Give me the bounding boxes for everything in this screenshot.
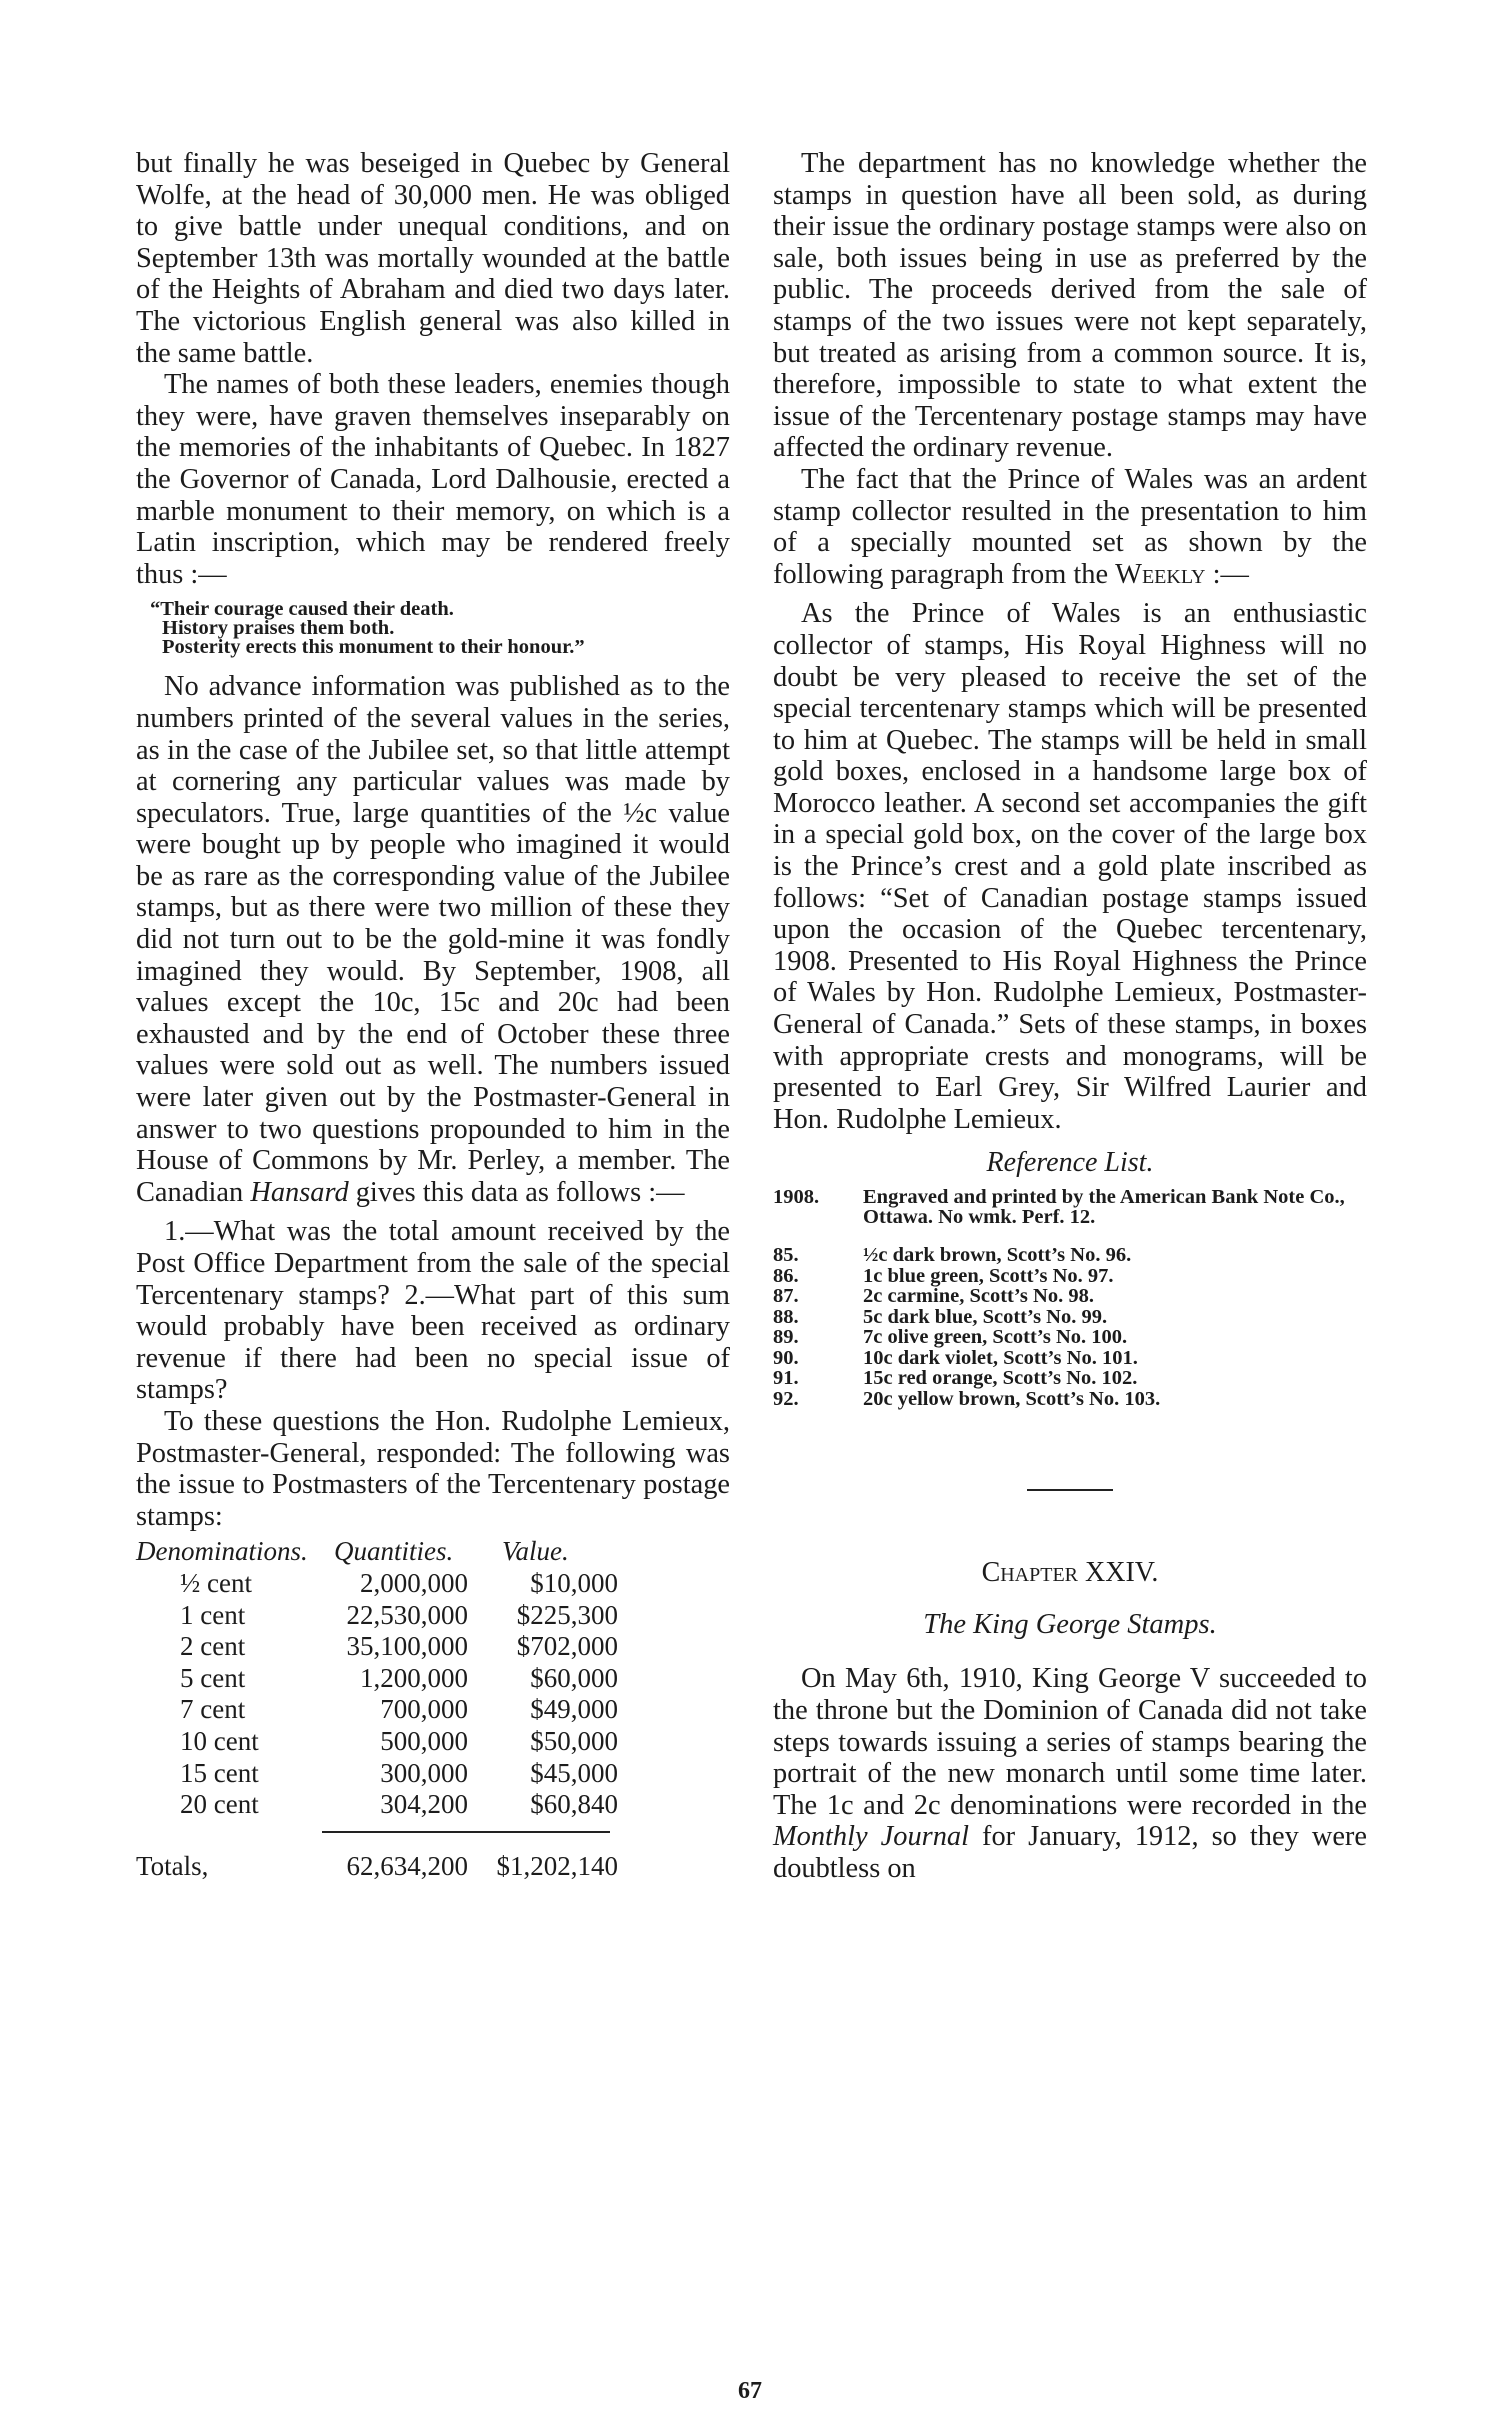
list-item-text: 1c blue green, Scott’s No. 97. [863, 1264, 1114, 1287]
list-item-text: 15c red orange, Scott’s No. 102. [863, 1367, 1138, 1390]
table-row [136, 1600, 730, 1632]
list-item-number: 89. [773, 1326, 799, 1349]
quote-line: History praises them both. [162, 617, 395, 640]
paragraph: The department has no knowledge whether the stamps in question have all been sold, as during their issue the ordinary postage stamps were also on sale, both issues being in use as preferred by the public. The proceeds derived from the sale of stamps of the two issues were not kept separately, but treated as arising from a common source. It is, therefore, impossible to state to what extent the issue of the Tercentenary postage stamps may have affected the ordinary revenue. [773, 148, 1367, 464]
paragraph: The fact that the Prince of Wales was an ardent stamp collector resulted in the presentation to him of a specially mounted set as shown by the following paragraph from the Weekly :— [773, 463, 1367, 590]
table-cell: $702,000 [516, 1631, 618, 1662]
quantities-table [136, 1536, 730, 1882]
table-cell: 500,000 [380, 1725, 468, 1756]
chapter-title: The King George Stamps. [923, 1609, 1217, 1641]
table-cell: 304,200 [380, 1789, 468, 1820]
list-item [773, 1389, 1367, 1410]
table-cell: 700,000 [380, 1694, 468, 1725]
table-row-totals: Totals, 62,634,200 $1,202,140 [136, 1850, 618, 1881]
reference-list-title: Reference List. [986, 1147, 1154, 1179]
paragraph: 1.—What was the total amount received by the Post Office Department from the sale of the special Tercentenary stamps? 2.—What part of this sum would probably have been received as ordinary revenue if there had been no special issue of stamps? [136, 1216, 730, 1406]
list-item [773, 1327, 1367, 1348]
table-row [136, 1663, 730, 1695]
list-item-text: 10c dark violet, Scott’s No. 101. [863, 1346, 1138, 1369]
table-cell: $45,000 [530, 1757, 618, 1788]
table-cell: $10,000 [530, 1567, 618, 1598]
list-item-number: 86. [773, 1264, 799, 1287]
quote-line: Posterity erects this monument to their honour.” [162, 636, 585, 659]
table-cell: 7 cent [180, 1694, 246, 1725]
table-cell: 2 cent [180, 1631, 246, 1662]
list-item [773, 1245, 1367, 1266]
table-row [136, 1568, 730, 1600]
table-cell: 10 cent [180, 1725, 259, 1756]
table-row [136, 1758, 730, 1790]
table-cell: 5 cent [180, 1662, 246, 1693]
list-item-text: 20c yellow brown, Scott’s No. 103. [863, 1387, 1161, 1410]
table-cell: 20 cent [180, 1789, 259, 1820]
table-cell: 1,200,000 [360, 1662, 468, 1693]
left-column [136, 148, 730, 1882]
list-item [773, 1286, 1367, 1307]
quote-line: “Their courage caused their death. [150, 598, 454, 621]
table-cell: $225,300 [516, 1599, 618, 1630]
table-cell: $50,000 [530, 1725, 618, 1756]
list-item-number: 91. [773, 1367, 799, 1390]
chapter-heading: Chapter XXIV. [981, 1557, 1159, 1589]
list-item-number: 85. [773, 1244, 799, 1267]
table-cell: 2,000,000 [360, 1567, 468, 1598]
table-cell: 35,100,000 [346, 1631, 468, 1662]
table-body [136, 1568, 730, 1821]
page-number: 67 [738, 2378, 762, 2404]
table-cell: $60,000 [530, 1662, 618, 1693]
list-item-text: 7c olive green, Scott’s No. 100. [863, 1326, 1128, 1349]
list-item [773, 1348, 1367, 1369]
table-row [136, 1789, 730, 1821]
table-row [136, 1631, 730, 1663]
right-column [773, 148, 1367, 1885]
table-cell: $49,000 [530, 1694, 618, 1725]
table-cell: $60,840 [530, 1789, 618, 1820]
list-item-text: ½c dark brown, Scott’s No. 96. [863, 1244, 1132, 1267]
list-item-text: 5c dark blue, Scott’s No. 99. [863, 1305, 1108, 1328]
inscription-quote [150, 600, 730, 657]
table-header: Denominations. Quantities. Value. [136, 1536, 569, 1567]
table-cell: ½ cent [180, 1567, 252, 1598]
list-item-number: 90. [773, 1346, 799, 1369]
table-cell: 1 cent [180, 1599, 246, 1630]
list-item-number: 88. [773, 1305, 799, 1328]
table-row [136, 1726, 730, 1758]
table-row [136, 1694, 730, 1726]
paragraph: As the Prince of Wales is an enthusiastic collector of stamps, His Royal Highness will no doubt be very pleased to receive the set of the special tercentenary stamps which will be presented to him at Quebec. The stamps will be held in small gold boxes, enclosed in a handsome large box of Morocco leather. A second set accompanies the gift in a special gold box, on the cover of the large box is the Prince’s crest and a gold plate inscribed as follows: “Set of Canadian postage stamps issued upon the occasion of the Quebec tercentenary, 1908. Presented to His Royal Highness the Prince of Wales by Hon. Rudolphe Lemieux, Postmaster-General of Canada.” Sets of these stamps, in boxes with appropriate crests and monograms, will be presented to Earl Grey, Sir Wilfred Laurier and Hon. Rudolphe Lemieux. [773, 598, 1367, 1135]
list-item [773, 1368, 1367, 1389]
section-divider [1027, 1489, 1113, 1491]
reference-list-header: 1908. Engraved and printed by the American Bank Note Co., Ottawa. No wmk. Perf. 12. [773, 1186, 1345, 1229]
list-item [773, 1307, 1367, 1328]
totals-rule [322, 1831, 610, 1833]
list-item-number: 92. [773, 1387, 799, 1410]
paragraph: but finally he was beseiged in Quebec by General Wolfe, at the head of 30,000 men. He was obliged to give battle under unequal conditions, and on September 13th was mortally wounded at the battle of the Heights of Abraham and died two days later. The victorious English general was also killed in the same battle. [136, 148, 730, 369]
table-cell: 15 cent [180, 1757, 259, 1788]
paragraph: No advance information was published as to the numbers printed of the several values in the series, as in the case of the Jubilee set, so that little attempt at cornering any particular values was made by speculators. True, large quantities of the ½c value were bought up by people who imagined it would be as rare as the corresponding value of the Jubilee stamps, but as there were two million of these they did not turn out to be the gold-mine it was fondly imagined they would. By September, 1908, all values except the 10c, 15c and 20c had been exhausted and by the end of October these three values were sold out as well. The numbers issued were later given out by the Postmaster-General in answer to two questions propounded to him in the House of Commons by Mr. Perley, a member. The Canadian Hansard gives this data as follows :— [136, 671, 730, 1208]
table-cell: 300,000 [380, 1757, 468, 1788]
paragraph: On May 6th, 1910, King George V succeeded to the throne but the Dominion of Canada did not take steps towards issuing a series of stamps bearing the portrait of the new monarch until some time later. The 1c and 2c denominations were recorded in the Monthly Journal for January, 1912, so they were doubtless on [773, 1663, 1367, 1884]
list-item [773, 1266, 1367, 1287]
table-cell: 22,530,000 [346, 1599, 468, 1630]
paragraph: To these questions the Hon. Rudolphe Lemieux, Postmaster-General, responded: The following was the issue to Postmasters of the Tercentenary postage stamps: [136, 1405, 730, 1532]
list-item-text: 2c carmine, Scott’s No. 98. [863, 1285, 1094, 1308]
paragraph: The names of both these leaders, enemies though they were, have graven themselves inseparably on the memories of the inhabitants of Quebec. In 1827 the Governor of Canada, Lord Dalhousie, erected a marble monument to their memory, on which is a Latin inscription, which may be rendered freely thus :— [136, 369, 730, 590]
reference-list [773, 1245, 1367, 1409]
list-item-number: 87. [773, 1285, 799, 1308]
